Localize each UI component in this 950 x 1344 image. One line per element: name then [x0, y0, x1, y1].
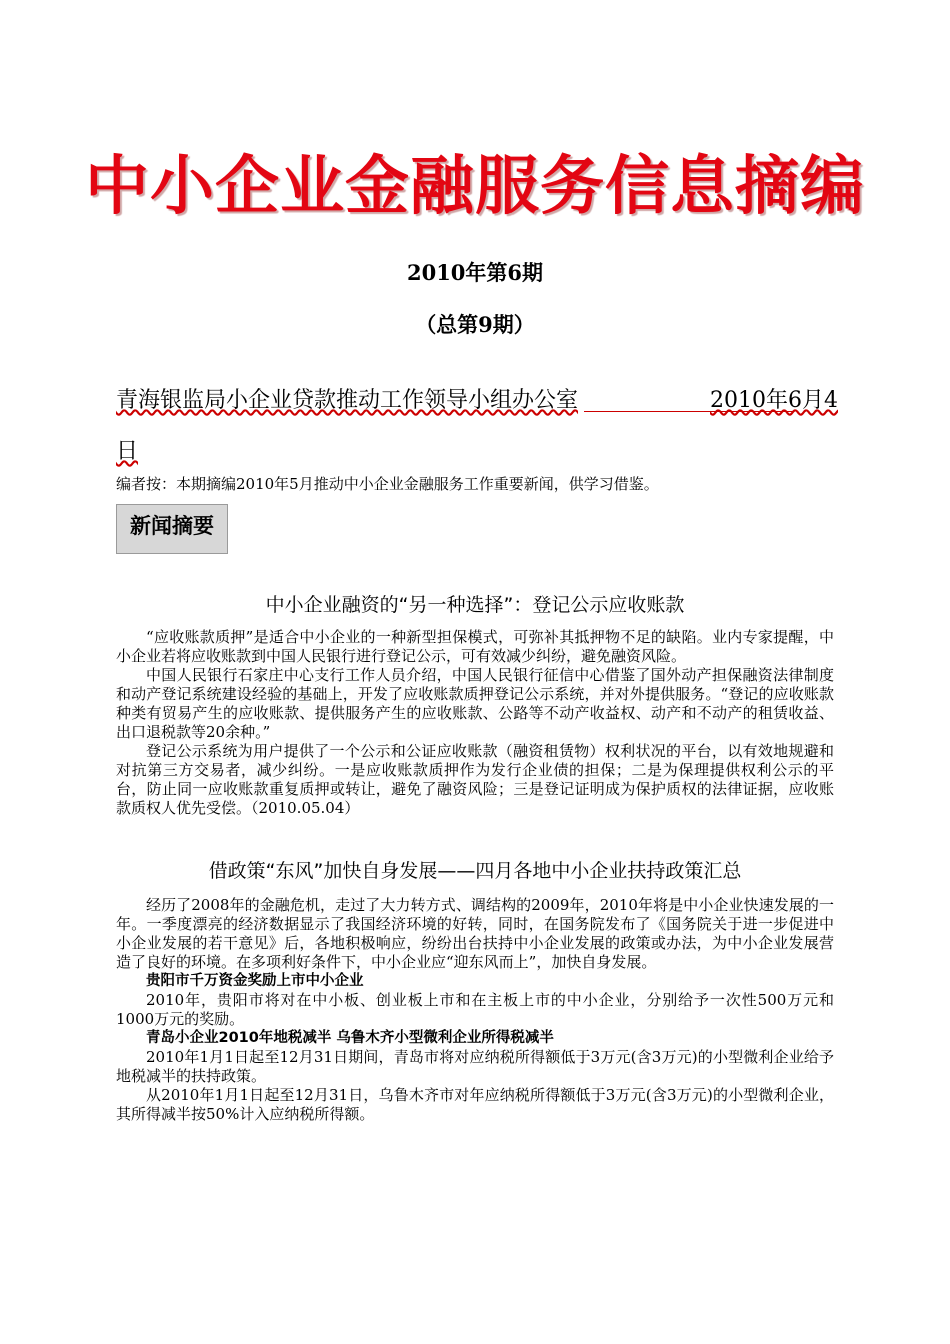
- article-title: 借政策“东风”加快自身发展——四月各地中小企业扶持政策汇总: [208, 860, 742, 882]
- article-intro: 经历了2008年的金融危机，走过了大力转方式、调结构的2009年，2010年将是中小企业快速发展的一年。一季度漂亮的经济数据显示了我国经济环境的好转，同时，在国务院发布了《国务院关于进一步促进中小企业发展的若干意见》后，各地积极响应，纷纷出台扶持中小企业发展的政策或办法，为中小企业发展营造了良好的环境。在多项利好条件下，中小企业应“迎东风而上”，加快自身发展。: [116, 896, 834, 971]
- issuer-line: [116, 386, 838, 416]
- issuer-org: 青海银监局小企业贷款推动工作领导小组办公室: [116, 388, 579, 413]
- issuer-date-day: 日: [116, 439, 139, 464]
- article-paragraph: “应收账款质押”是适合中小企业的一种新型担保模式，可弥补其抵押物不足的缺陷。业内专家提醒，中小企业若将应收账款到中国人民银行进行登记公示，可有效减少纠纷，避免融资风险。: [116, 628, 834, 665]
- issue-number: 2010年第6期: [406, 260, 544, 285]
- editor-note: 编者按：本期摘编2010年5月推动中小企业金融服务工作重要新闻，供学习借鉴。: [116, 475, 659, 493]
- issuer-date: 2010年6月4: [710, 388, 838, 413]
- article-2: [116, 856, 834, 1124]
- total-issue-number: （总第9期）: [415, 312, 535, 337]
- article-subheading: 贵阳市千万资金奖励上市中小企业: [146, 973, 364, 989]
- section-tag: 新闻摘要: [116, 504, 228, 554]
- article-paragraph: 中国人民银行石家庄中心支行工作人员介绍，中国人民银行征信中心借鉴了国外动产担保融资法律制度和动产登记系统建设经验的基础上，开发了应收账款质押登记公示系统，并对外提供服务。“登记的应收账款种类有贸易产生的应收账款、提供服务产生的应收账款、公路等不动产收益权、动产和不动产的租赁收益、出口退税款等20余种。”: [116, 666, 834, 741]
- article-subheading: 青岛小企业2010年地税减半 乌鲁木齐小型微利企业所得税减半: [146, 1030, 554, 1046]
- article-paragraph: 2010年1月1日起至12月31日期间，青岛市将对应纳税所得额低于3万元(含3万元)的小型微利企业给予地税减半的扶持政策。: [116, 1048, 834, 1085]
- article-paragraph: 2010年，贵阳市将对在中小板、创业板上市和在主板上市的中小企业，分别给予一次性500万元和1000万元的奖励。: [116, 991, 834, 1028]
- masthead-title: 中小企业金融服务信息摘编: [85, 150, 865, 224]
- article-1: [116, 590, 834, 818]
- article-paragraph: 从2010年1月1日起至12月31日，乌鲁木齐市对年应纳税所得额低于3万元(含3万元)的小型微利企业，其所得减半按50%计入应纳税所得额。: [116, 1086, 834, 1123]
- article-paragraph: 登记公示系统为用户提供了一个公示和公证应收账款（融资租赁物）权利状况的平台，以有效地规避和对抗第三方交易者，减少纠纷。一是应收账款质押作为发行企业债的担保；二是为保理提供权利公示的平台，防止同一应收账款重复质押或转让，避免了融资风险；三是登记证明成为保护质权的法律证据，应收账款质权人优先受偿。（2010.05.04）: [116, 742, 834, 817]
- article-title: 中小企业融资的“另一种选择”：登记公示应收账款: [265, 594, 685, 616]
